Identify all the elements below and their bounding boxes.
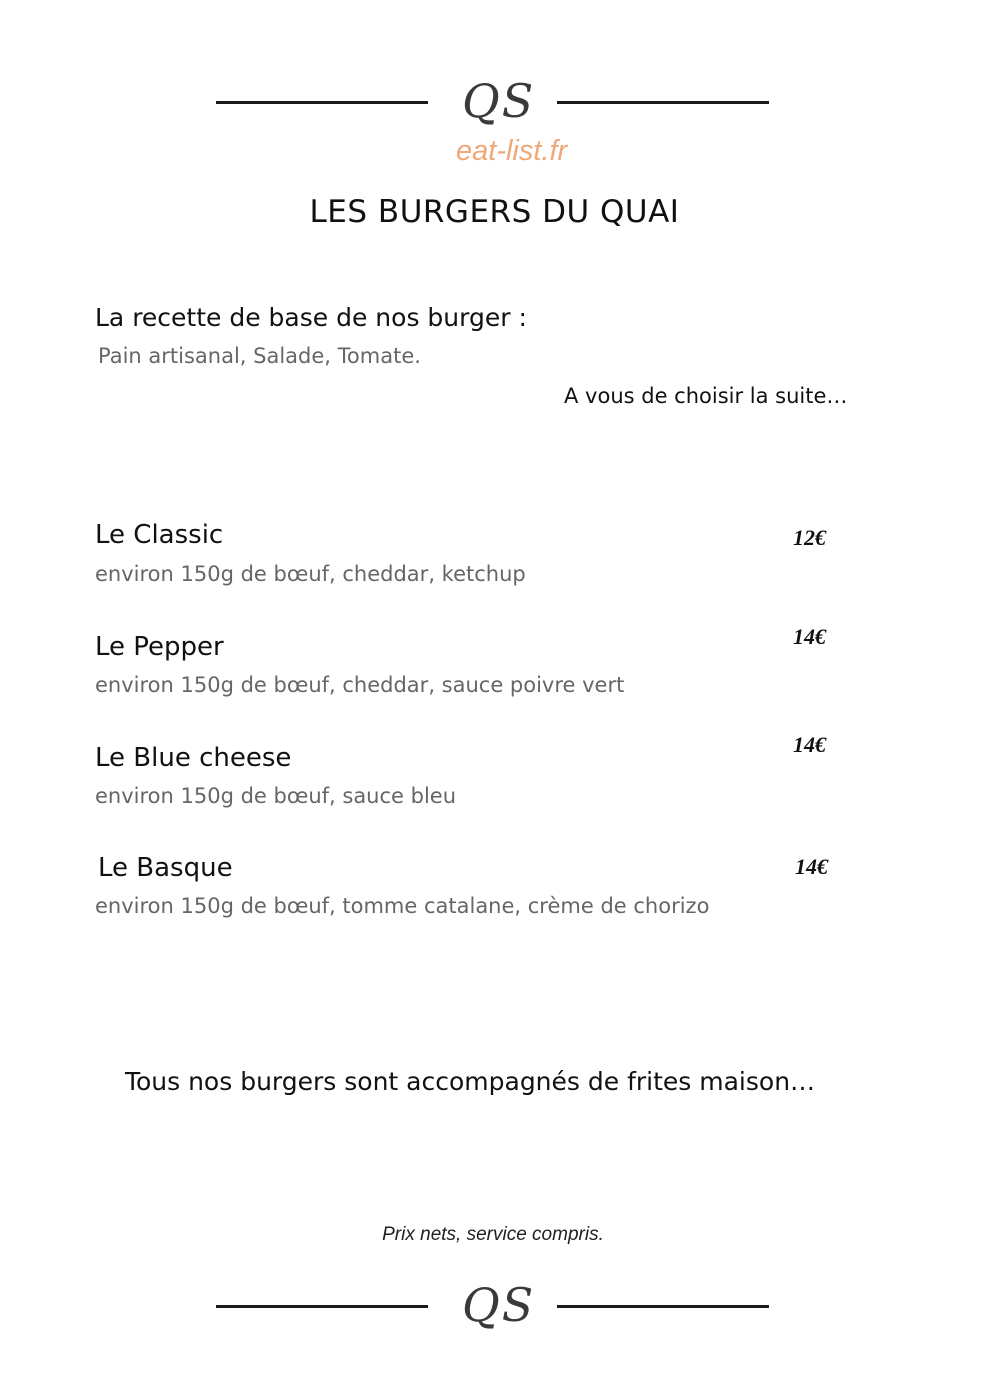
header-rule-left	[216, 101, 428, 104]
menu-item-name: Le Pepper	[95, 632, 224, 662]
footer-rule-left	[216, 1305, 428, 1308]
price-note: Prix nets, service compris.	[382, 1224, 604, 1245]
footer-logo: QS	[462, 1278, 536, 1332]
menu-item-description: environ 150g de bœuf, sauce bleu	[95, 784, 457, 808]
menu-item-description: environ 150g de bœuf, tomme catalane, crème de chorizo	[95, 894, 710, 918]
menu-item-name: Le Basque	[98, 853, 233, 883]
watermark: eat-list.fr	[456, 135, 568, 167]
menu-item-price: 14€	[793, 732, 826, 757]
footer-rule-right	[557, 1305, 769, 1308]
header-logo: QS	[462, 74, 536, 128]
menu-item-name: Le Blue cheese	[95, 743, 292, 773]
menu-item-price: 14€	[793, 624, 826, 649]
menu-item-price: 14€	[795, 854, 828, 879]
base-recipe-heading: La recette de base de nos burger :	[95, 303, 527, 332]
base-recipe-ingredients: Pain artisanal, Salade, Tomate.	[98, 344, 421, 368]
fries-note: Tous nos burgers sont accompagnés de frites maison…	[124, 1067, 816, 1096]
menu-item-name: Le Classic	[95, 520, 224, 550]
menu-item-price: 12€	[793, 525, 826, 550]
menu-item-description: environ 150g de bœuf, cheddar, ketchup	[95, 562, 526, 586]
header-rule-right	[557, 101, 769, 104]
page-title: LES BURGERS DU QUAI	[309, 194, 680, 230]
menu-item-description: environ 150g de bœuf, cheddar, sauce poivre vert	[95, 673, 625, 697]
choose-prompt: A vous de choisir la suite…	[564, 384, 848, 408]
